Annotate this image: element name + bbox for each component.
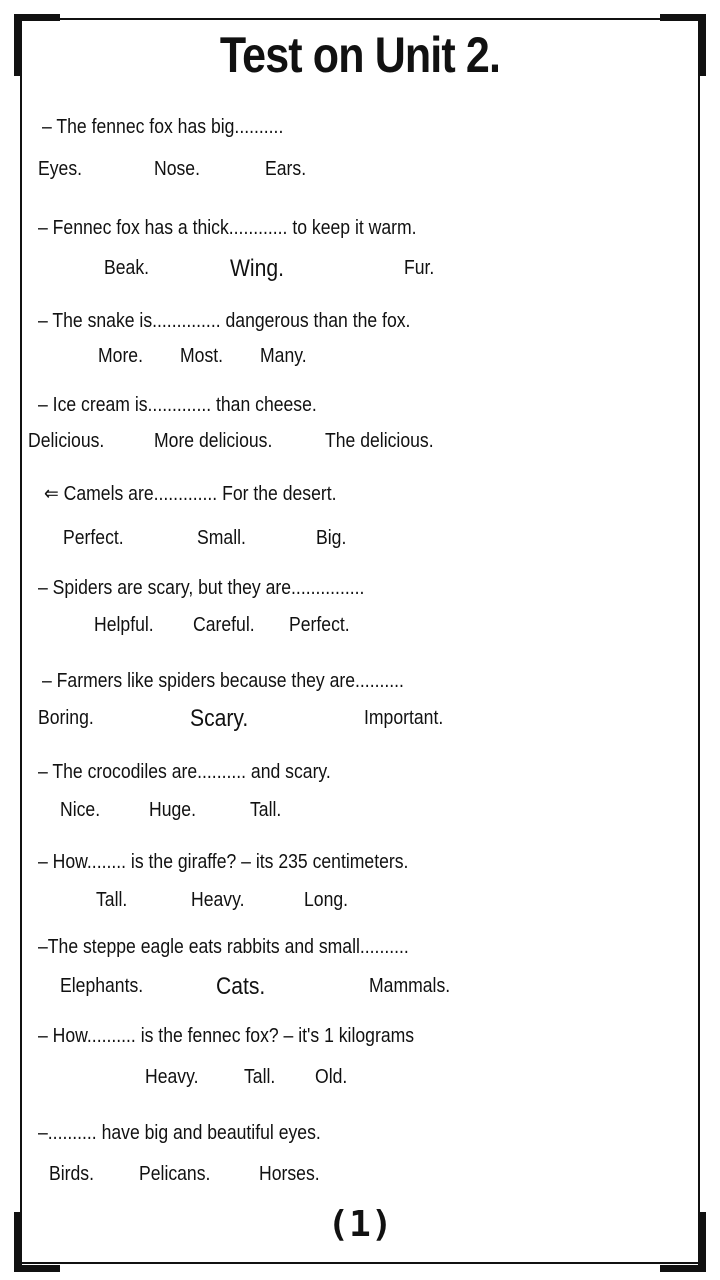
option-5c: Big. xyxy=(316,527,347,549)
page-border xyxy=(20,18,700,1264)
option-2b: Wing. xyxy=(230,255,284,282)
option-7b: Scary. xyxy=(190,705,249,732)
corner-mark-top-right xyxy=(698,14,706,76)
option-9c: Long. xyxy=(304,889,349,911)
question-3: – The snake is.............. dangerous than the fox. xyxy=(38,310,411,332)
option-7c: Important. xyxy=(364,707,444,729)
option-12a: Birds. xyxy=(49,1163,94,1185)
page-title: Test on Unit 2. xyxy=(219,27,501,83)
page-number: (1) xyxy=(327,1204,393,1245)
option-9a: Tall. xyxy=(96,889,128,911)
option-10c: Mammals. xyxy=(369,975,451,997)
option-10a: Elephants. xyxy=(60,975,144,997)
question-10: –The steppe eagle eats rabbits and small.......... xyxy=(38,936,409,958)
option-6b: Careful. xyxy=(193,614,255,636)
question-8: – The crocodiles are.......... and scary. xyxy=(38,761,331,783)
question-2: – Fennec fox has a thick............ to keep it warm. xyxy=(38,217,417,239)
option-8a: Nice. xyxy=(60,799,101,821)
option-3c: Many. xyxy=(260,345,307,367)
option-8b: Huge. xyxy=(149,799,196,821)
option-5a: Perfect. xyxy=(63,527,124,549)
question-4: – Ice cream is............. than cheese. xyxy=(38,394,317,416)
corner-mark-bottom-right-h xyxy=(660,1265,706,1272)
option-5b: Small. xyxy=(197,527,246,549)
question-1: – The fennec fox has big.......... xyxy=(42,116,284,138)
option-4c: The delicious. xyxy=(325,430,434,452)
option-3b: Most. xyxy=(180,345,224,367)
option-9b: Heavy. xyxy=(191,889,245,911)
option-10b: Cats. xyxy=(216,973,266,1000)
option-1b: Nose. xyxy=(154,158,200,180)
option-2c: Fur. xyxy=(404,257,435,279)
option-7a: Boring. xyxy=(38,707,94,729)
question-5: ⇐ Camels are............. For the desert. xyxy=(44,483,337,505)
question-12: –.......... have big and beautiful eyes. xyxy=(38,1122,321,1144)
question-7: – Farmers like spiders because they are.......... xyxy=(42,670,404,692)
option-2a: Beak. xyxy=(104,257,150,279)
question-9: – How........ is the giraffe? – its 235 centimeters. xyxy=(38,851,409,873)
option-12b: Pelicans. xyxy=(139,1163,211,1185)
option-1c: Ears. xyxy=(265,158,307,180)
option-6c: Perfect. xyxy=(289,614,350,636)
option-3a: More. xyxy=(98,345,143,367)
corner-mark-top-right-h xyxy=(660,14,706,21)
option-6a: Helpful. xyxy=(94,614,154,636)
option-11c: Old. xyxy=(315,1066,348,1088)
option-4a: Delicious. xyxy=(28,430,105,452)
corner-mark-top-left xyxy=(14,14,22,76)
option-8c: Tall. xyxy=(250,799,282,821)
option-11b: Tall. xyxy=(244,1066,276,1088)
option-11a: Heavy. xyxy=(145,1066,199,1088)
corner-mark-top-left-h xyxy=(14,14,60,21)
option-1a: Eyes. xyxy=(38,158,83,180)
question-11: – How.......... is the fennec fox? – it's 1 kilograms xyxy=(38,1025,415,1047)
corner-mark-bottom-left-h xyxy=(14,1265,60,1272)
option-4b: More delicious. xyxy=(154,430,273,452)
question-6: – Spiders are scary, but they are............... xyxy=(38,577,365,599)
option-12c: Horses. xyxy=(259,1163,320,1185)
